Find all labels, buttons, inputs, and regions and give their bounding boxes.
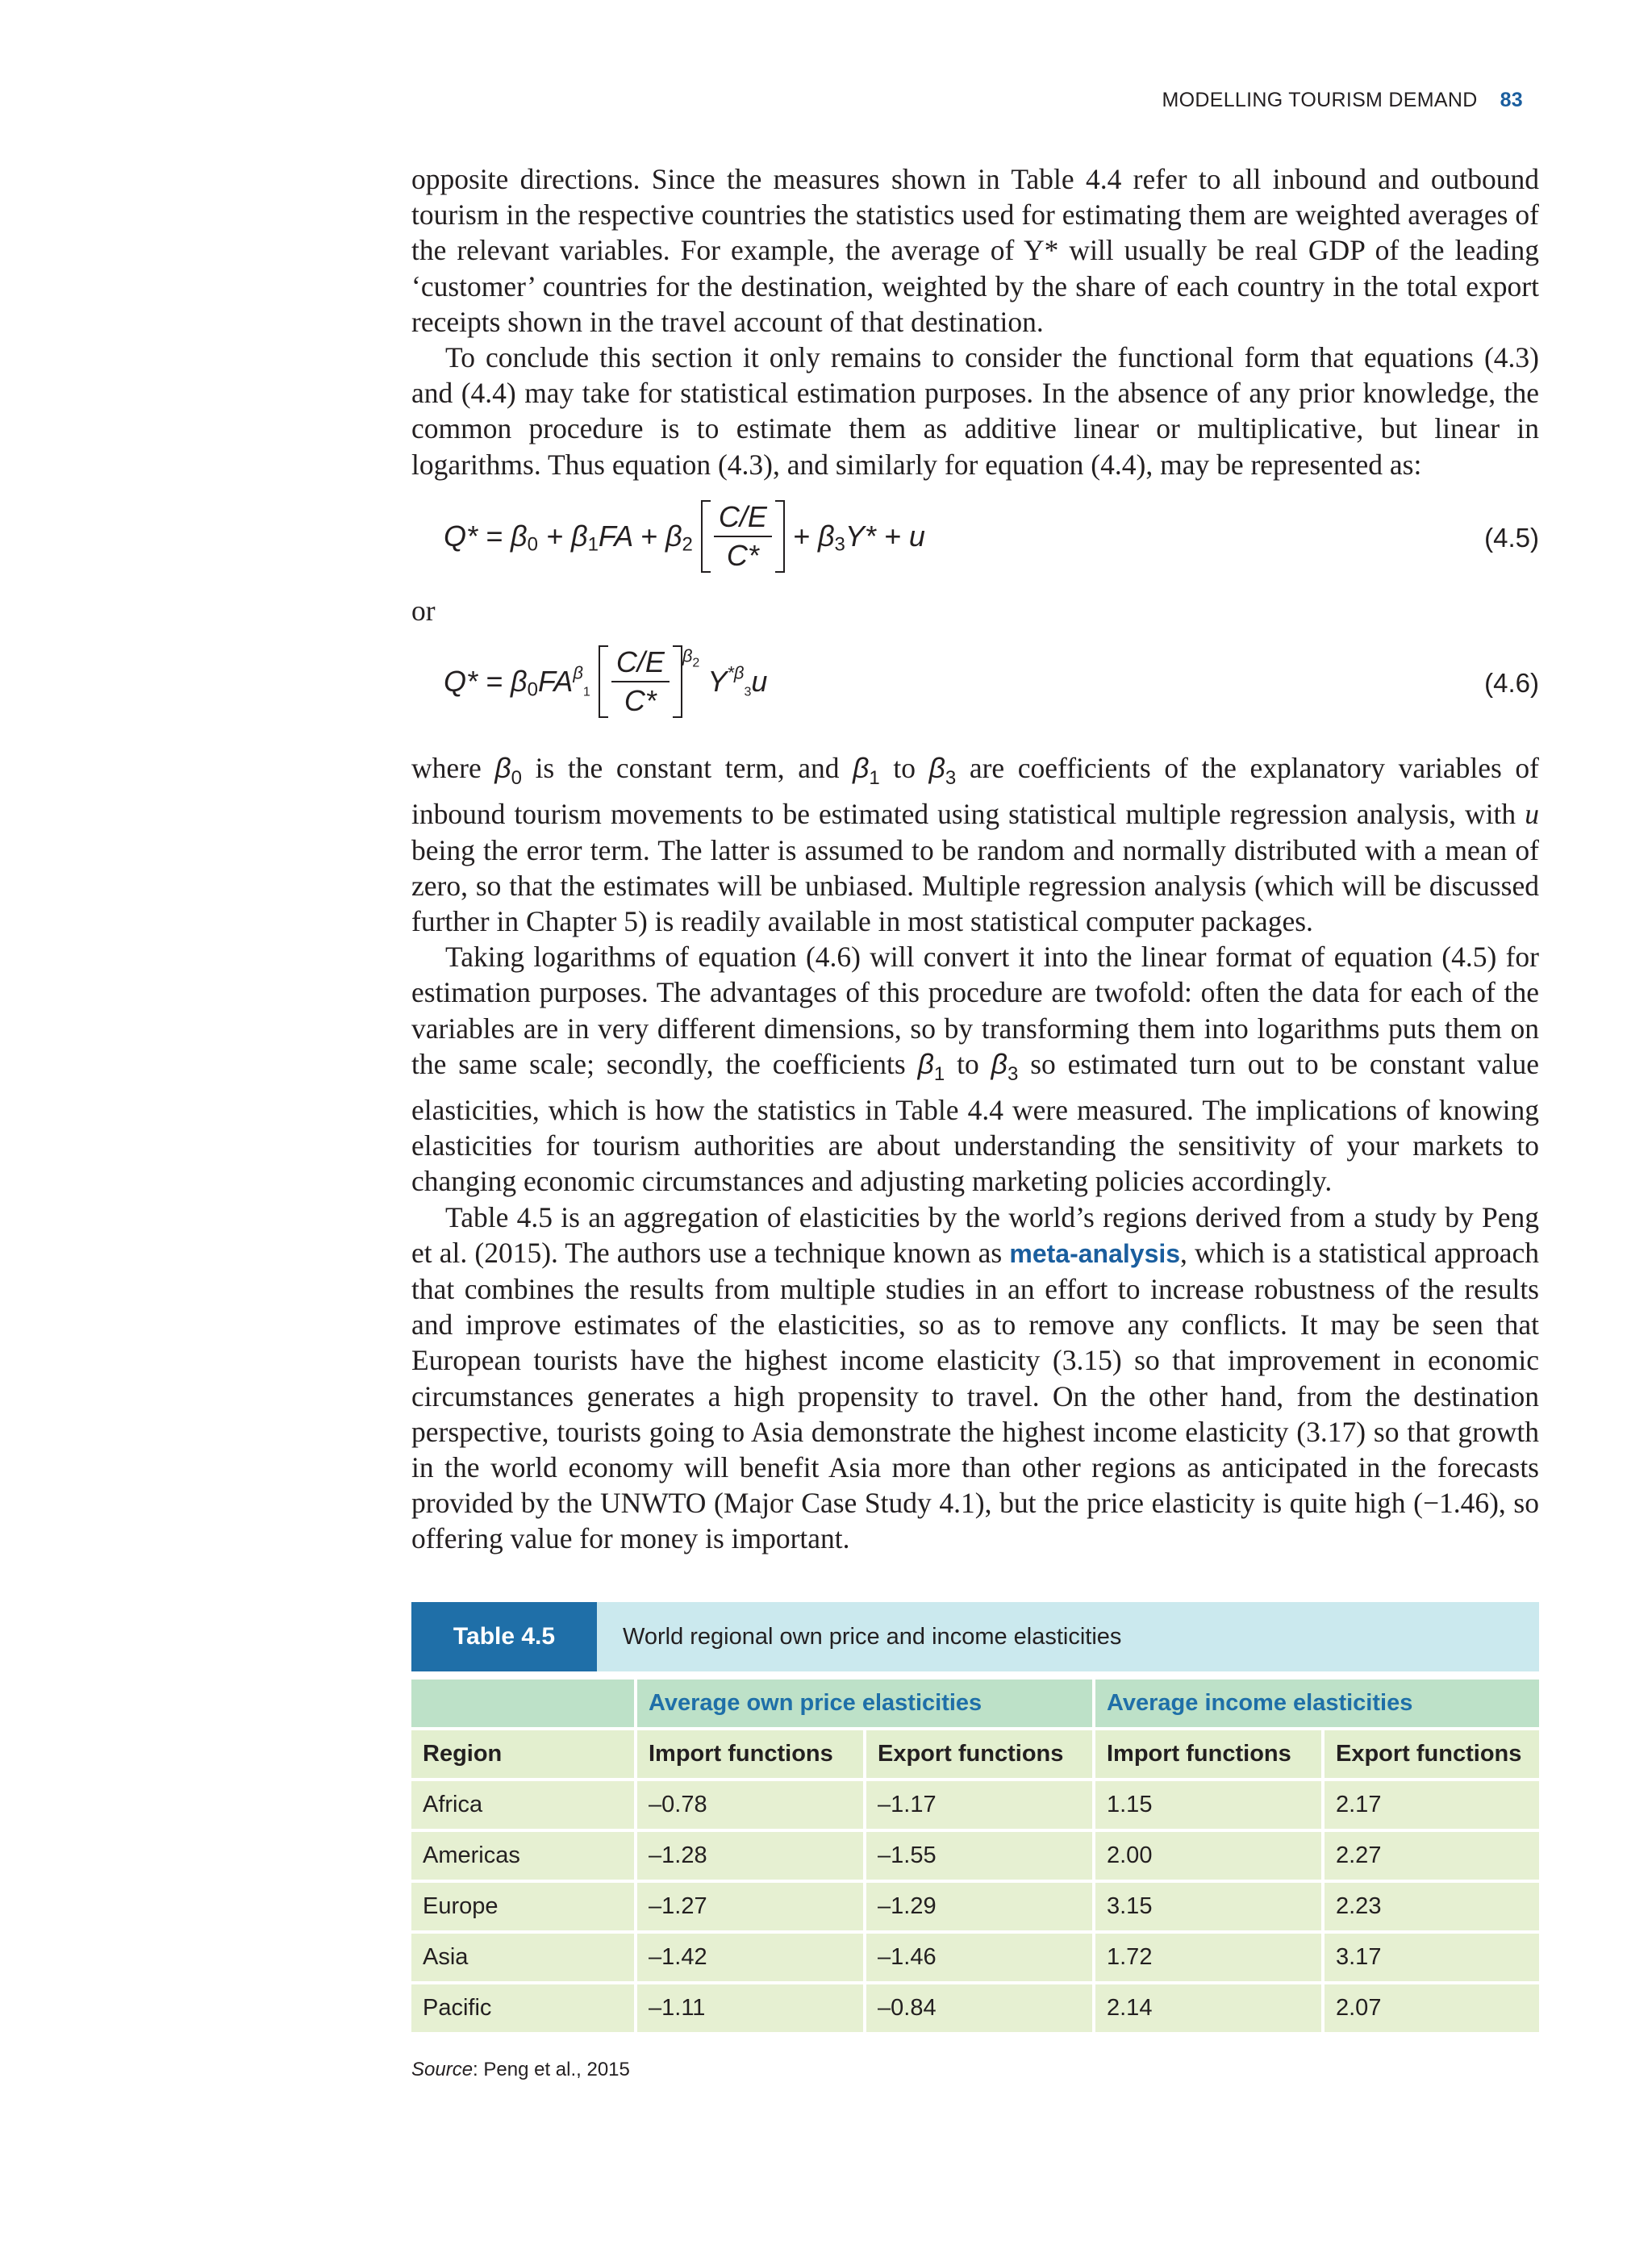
eq5-mid1: + β xyxy=(537,520,588,553)
table-column-header-row xyxy=(411,1730,1539,1778)
eq6-y-sub: 3 xyxy=(744,685,752,699)
u-symbol: u xyxy=(1525,798,1539,831)
cell-price-import: –1.11 xyxy=(649,1995,706,2021)
cell-region: Americas xyxy=(423,1842,520,1868)
eq6-outer-sub: 2 xyxy=(692,656,700,670)
body-block-2 xyxy=(411,750,1539,1557)
beta0-sub: 0 xyxy=(511,767,522,790)
p4-part-c: so estimated turn out to be constant value elasticities, which is how the statistics in Table 4.4 were measured. The implications of knowing elasticities for tourism authorities are about understanding the sensitivity of your markets to changing economic circumstances and adjusting marketing policies accordingly. xyxy=(411,1047,1539,1198)
eq5-rhs2: Y* + u xyxy=(845,520,925,553)
paragraph-4 xyxy=(411,939,1539,1200)
equation-number-4-6: (4.6) xyxy=(1484,668,1539,698)
p4-part-a: Taking logarithms of equation (4.6) will convert it into the linear format of equation (4.5) for estimation purposes. The advantages of this procedure are twofold: often the data for each of the variables are in very different dimensions, so by transforming them into logarithms puts them on the same scale; secondly, the coefficients xyxy=(411,941,1539,1080)
p3-part-a: where xyxy=(411,752,495,784)
p3-part-d: are coefficients of the explanatory variables of inbound tourism movements to be estimated using statistical multiple regression analysis, with xyxy=(411,752,1539,831)
table-row xyxy=(411,1984,1539,2032)
source-label: Source xyxy=(411,2059,473,2080)
cell-income-export: 2.07 xyxy=(1336,1995,1382,2021)
eq5-rhs: + β xyxy=(792,520,835,553)
cell-region: Pacific xyxy=(423,1995,492,2021)
table-row xyxy=(411,1883,1539,1930)
cell-income-import: 1.15 xyxy=(1107,1792,1153,1817)
table-title: World regional own price and income elasticities xyxy=(623,1624,1122,1650)
cell-price-import: –1.28 xyxy=(649,1842,707,1868)
eq6-lhs: Q* = β xyxy=(444,665,528,698)
table-row xyxy=(411,1832,1539,1880)
or-connector: or xyxy=(411,595,436,627)
beta0-symbol: β xyxy=(494,752,511,784)
p4-beta1-symbol: β xyxy=(917,1047,934,1080)
glossary-term-meta-analysis[interactable]: meta-analysis xyxy=(1009,1238,1181,1268)
eq6-y: Y xyxy=(707,665,728,698)
eq6-denominator: C* xyxy=(624,684,657,717)
column-header-income-import: Import functions xyxy=(1107,1741,1291,1767)
table-row xyxy=(411,1934,1539,1981)
eq5-sub1: 1 xyxy=(587,533,599,556)
cell-price-export: –1.17 xyxy=(878,1792,937,1817)
eq6-left-bracket xyxy=(599,645,608,718)
paragraph-1: opposite directions. Since the measures shown in Table 4.4 refer to all inbound and outbound tourism in the respective countries the statistics used for estimating them are weighted averages of the relevant variables. For example, the average of Y* will usually be real GDP of the leading ‘customer’ countries for the destination, weighted by the share of each country in the total export receipts shown in the travel account of that destination. xyxy=(411,163,1539,338)
paragraph-5 xyxy=(411,1200,1539,1557)
equation-4-5 xyxy=(444,500,1539,581)
group-header-income: Average income elasticities xyxy=(1107,1690,1413,1716)
cell-income-export: 2.27 xyxy=(1336,1842,1382,1868)
eq6-sub0: 0 xyxy=(527,678,538,701)
eq5-left-bracket xyxy=(701,500,711,573)
equation-number-4-5: (4.5) xyxy=(1484,523,1539,553)
elasticities-table xyxy=(408,1676,1542,2035)
eq5-denominator: C* xyxy=(726,539,759,572)
eq6-fraction xyxy=(611,645,670,718)
eq6-fa: FA xyxy=(537,665,574,698)
cell-price-import: –1.42 xyxy=(649,1944,707,1970)
p3-part-c: to xyxy=(879,752,929,784)
cell-region: Asia xyxy=(423,1944,469,1970)
eq6-y-sup: *β xyxy=(727,662,745,683)
cell-income-import: 2.00 xyxy=(1107,1842,1153,1868)
group-header-price: Average own price elasticities xyxy=(649,1690,982,1716)
cell-price-import: –1.27 xyxy=(649,1893,707,1919)
eq6-sup-beta: β xyxy=(573,662,583,683)
p3-part-e: being the error term. The latter is assumed to be random and normally distributed with a mean of zero, so that the estimates will be unbiased. Multiple regression analysis (which will be discussed further in Chapter 5) is readily available in most statistical computer packages. xyxy=(411,833,1539,937)
paragraph-2: To conclude this section it only remains to consider the functional form that equations (4.3) and (4.4) may take for statistical estimation purposes. In the absence of any prior knowledge, the common procedure is to estimate them as additive linear or multiplicative, but linear in logarithms. Thus equation (4.3), and similarly for equation (4.4), may be represented as: xyxy=(411,341,1539,481)
eq6-right-bracket xyxy=(673,645,682,718)
p4-part-b: to xyxy=(945,1047,991,1080)
column-header-price-export: Export functions xyxy=(878,1741,1064,1767)
cell-income-import: 1.72 xyxy=(1107,1944,1153,1970)
empty-group-cell xyxy=(411,1680,634,1727)
table-row xyxy=(411,1781,1539,1829)
eq5-numerator: C/E xyxy=(714,500,772,537)
table-header-band xyxy=(411,1602,1539,1671)
cell-price-export: –1.55 xyxy=(878,1842,937,1868)
eq5-sub3: 3 xyxy=(834,533,845,556)
cell-price-import: –0.78 xyxy=(649,1792,707,1817)
p4-beta3-symbol: β xyxy=(991,1047,1007,1080)
eq6-sup-sub1: 1 xyxy=(582,685,590,699)
paragraph-3 xyxy=(411,750,1539,939)
eq5-sub2: 2 xyxy=(682,533,693,556)
p3-part-b: is the constant term, and xyxy=(521,752,853,784)
source-text: : Peng et al., 2015 xyxy=(473,2059,630,2080)
p4-beta1-sub: 1 xyxy=(933,1062,945,1085)
eq6-outer-sup: β xyxy=(682,645,693,666)
eq5-fraction xyxy=(714,500,772,573)
cell-income-export: 2.17 xyxy=(1336,1792,1382,1817)
cell-income-import: 2.14 xyxy=(1107,1995,1153,2021)
p5-part-b: , which is a statistical approach that combines the results from multiple studies in an effort to increase robustness of the results and improve estimates of the elasticities, so as to remove any conflicts. It may be seen that European tourists have the highest income elasticity (3.15) so that improvement in economic circumstances generates a high propensity to travel. On the other hand, from the destination perspective, tourists going to Asia demonstrate the highest income elasticity (3.17) so that growth in the world economy will benefit Asia more than other regions as anticipated in the forecasts provided by the UNWTO (Major Case Study 4.1), but the price elasticity is quite high (−1.46), so offering value for money is important. xyxy=(411,1236,1539,1555)
eq6-u: u xyxy=(751,665,768,698)
p4-beta3-sub: 3 xyxy=(1007,1062,1019,1085)
eq6-numerator: C/E xyxy=(611,645,670,682)
column-header-region: Region xyxy=(423,1741,503,1767)
beta1-symbol: β xyxy=(853,752,870,784)
eq5-fa: FA + β xyxy=(598,520,682,553)
cell-price-export: –0.84 xyxy=(878,1995,937,2021)
cell-income-export: 2.23 xyxy=(1336,1893,1382,1919)
running-header xyxy=(1162,89,1523,112)
cell-region: Europe xyxy=(423,1893,499,1919)
eq5-right-bracket xyxy=(775,500,785,573)
cell-income-import: 3.15 xyxy=(1107,1893,1153,1919)
cell-price-export: –1.46 xyxy=(878,1944,937,1970)
column-header-price-import: Import functions xyxy=(649,1741,833,1767)
p5-part-a: Table 4.5 is an aggregation of elasticities by the world’s regions derived from a study by Peng et al. (2015). The authors use a technique known as xyxy=(411,1200,1539,1269)
eq5-sub0: 0 xyxy=(527,533,538,556)
cell-region: Africa xyxy=(423,1792,483,1817)
table-label: Table 4.5 xyxy=(411,1602,597,1671)
beta1-sub: 1 xyxy=(869,767,880,790)
cell-income-export: 3.17 xyxy=(1336,1944,1382,1970)
running-title: MODELLING TOURISM DEMAND xyxy=(1162,89,1478,111)
beta3-symbol: β xyxy=(928,752,945,784)
column-header-income-export: Export functions xyxy=(1336,1741,1522,1767)
beta3-sub: 3 xyxy=(945,767,957,790)
body-block-1 xyxy=(411,161,1539,482)
equation-4-6 xyxy=(444,645,1539,726)
cell-price-export: –1.29 xyxy=(878,1893,937,1919)
table-source-note xyxy=(411,2059,630,2081)
page-number: 83 xyxy=(1500,89,1523,111)
eq5-lhs: Q* = β xyxy=(444,520,528,553)
table-group-header-row xyxy=(411,1680,1539,1727)
